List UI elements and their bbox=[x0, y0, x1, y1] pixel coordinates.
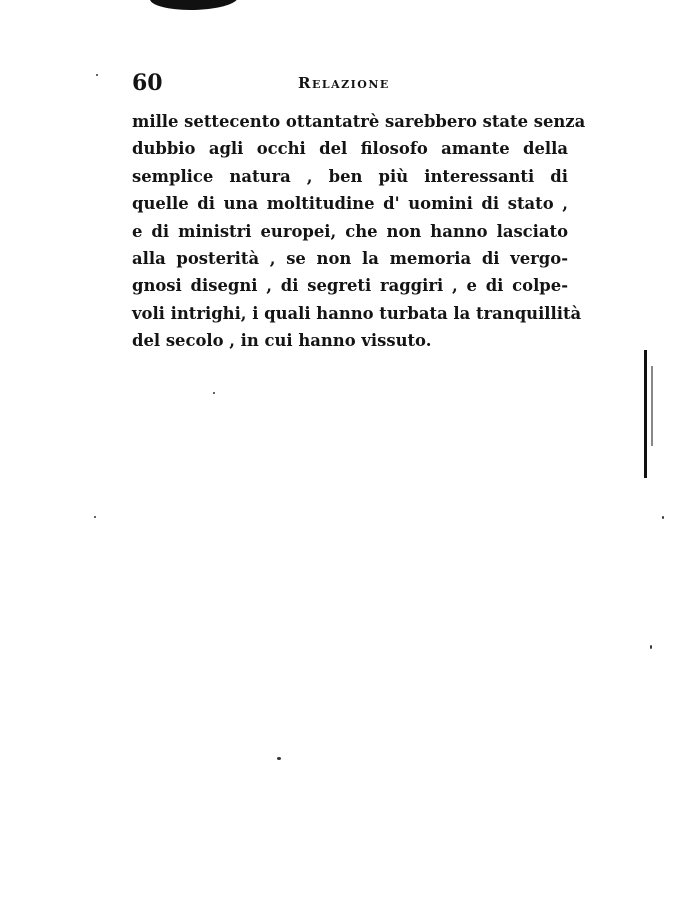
text-line: alla posterità , se non la memoria di vergo- bbox=[132, 248, 568, 268]
text-line: dubbio agli occhi del filosofo amante della bbox=[132, 139, 568, 159]
body-paragraph bbox=[132, 108, 586, 355]
paper-speck bbox=[662, 516, 664, 519]
page-number: 60 bbox=[132, 70, 163, 96]
page-header bbox=[132, 70, 568, 100]
paper-speck bbox=[96, 74, 98, 76]
running-head: Relazione bbox=[298, 74, 390, 92]
paper-speck bbox=[650, 645, 652, 649]
ink-blot bbox=[150, 0, 238, 10]
paper-speck bbox=[277, 757, 281, 760]
paper-speck bbox=[94, 516, 96, 518]
text-line: del secolo , in cui hanno vissuto. bbox=[132, 331, 432, 351]
text-line: semplice natura , ben più interessanti di bbox=[132, 166, 568, 186]
paper-speck bbox=[213, 392, 215, 394]
text-line: e di ministri europei, che non hanno lasciato bbox=[132, 221, 568, 241]
text-line: voli intrighi, i quali hanno turbata la tranquillità bbox=[132, 303, 582, 323]
text-line: mille settecento ottantatrè sarebbero state senza bbox=[132, 112, 586, 131]
page-edge-mark bbox=[644, 350, 652, 478]
text-line: gnosi disegni , di segreti raggiri , e di colpe- bbox=[132, 276, 568, 296]
text-line: quelle di una moltitudine d' uomini di stato , bbox=[132, 194, 568, 214]
